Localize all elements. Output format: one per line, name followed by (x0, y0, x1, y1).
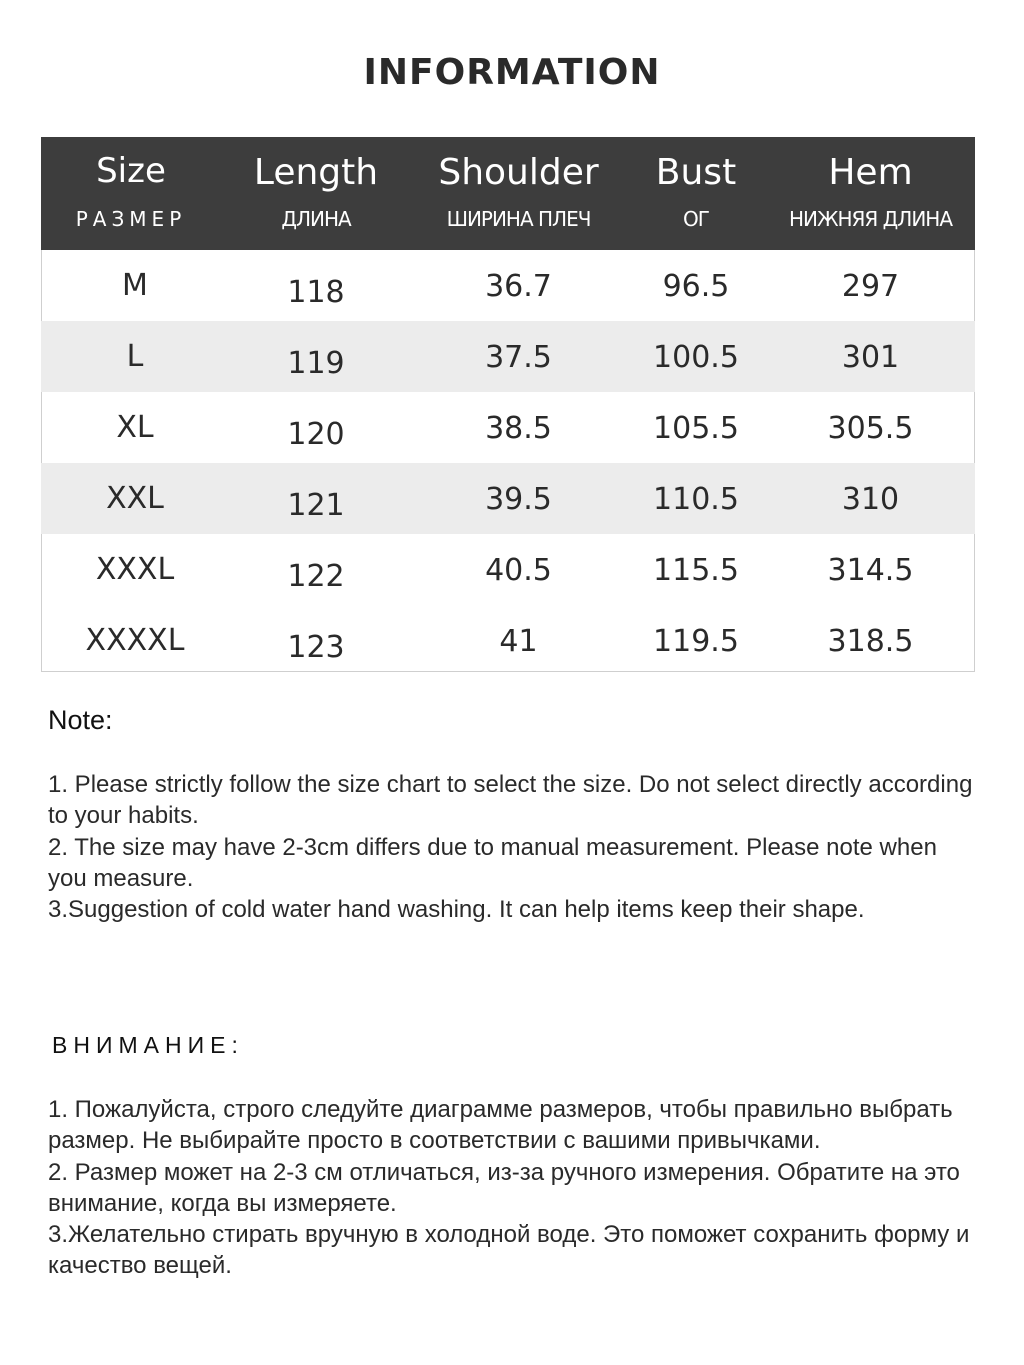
table-header (41, 137, 975, 250)
table-row (41, 321, 975, 392)
cell-size: XXXL (95, 552, 175, 587)
header-label-en: Size (96, 151, 166, 191)
note-item: 3.Suggestion of cold water hand washing. It can help items keep their shape. (48, 896, 865, 924)
cell-hem: 297 (841, 269, 900, 304)
header-label-ru: РАЗМЕР (75, 207, 187, 231)
table-row (41, 463, 975, 534)
cell-hem: 305.5 (827, 411, 914, 446)
header-label-en: Shoulder (438, 152, 599, 193)
note-body (48, 769, 978, 925)
cell-length: 120 (287, 417, 345, 452)
cell-size: XL (116, 410, 154, 445)
cell-bust: 96.5 (662, 269, 730, 304)
header-label-en: Bust (655, 152, 737, 193)
cell-bust: 110.5 (653, 482, 739, 517)
cell-length: 123 (287, 630, 345, 665)
attention-item: 3.Желательно стирать вручную в холодной воде. Это поможет сохранить форму и качество вещей. (48, 1221, 970, 1280)
table-row (41, 605, 975, 676)
header-shoulder (411, 137, 626, 250)
cell-shoulder: 37.5 (485, 340, 552, 375)
cell-size: L (126, 339, 144, 374)
header-length (221, 137, 411, 250)
cell-shoulder: 41 (499, 624, 538, 659)
cell-size: M (122, 268, 148, 303)
attention-item: 1. Пожалуйста, строго следуйте диаграмме размеров, чтобы правильно выбрать размер. Не выбирайте просто в соответствии с вашими привычками. (48, 1096, 953, 1155)
header-size (41, 137, 221, 250)
header-hem (766, 137, 975, 250)
cell-hem: 301 (841, 340, 900, 375)
page-title: INFORMATION (363, 52, 661, 93)
header-label-en: Hem (828, 152, 913, 193)
table-row (41, 250, 975, 321)
header-label-ru: ДЛИНА (281, 207, 351, 231)
note-heading: Note: (48, 705, 113, 735)
header-label-en: Length (253, 152, 379, 193)
cell-hem: 310 (841, 482, 900, 517)
cell-length: 118 (287, 275, 345, 310)
note-item: 1. Please strictly follow the size chart to select the size. Do not select directly according to your habits. (48, 771, 973, 830)
table-row (41, 392, 975, 463)
header-label-ru: НИЖНЯЯ ДЛИНА (788, 207, 953, 231)
cell-shoulder: 38.5 (485, 411, 552, 446)
table-row (41, 534, 975, 605)
cell-size: XXXXL (85, 623, 185, 658)
cell-bust: 105.5 (653, 411, 739, 446)
cell-hem: 314.5 (827, 553, 914, 588)
cell-bust: 100.5 (653, 340, 739, 375)
header-label-ru: ШИРИНА ПЛЕЧ (446, 207, 591, 231)
attention-body (48, 1094, 978, 1282)
cell-length: 119 (287, 346, 345, 381)
cell-bust: 119.5 (653, 624, 739, 659)
cell-shoulder: 36.7 (485, 269, 552, 304)
header-bust (626, 137, 766, 250)
cell-length: 121 (287, 488, 345, 523)
note-item: 2. The size may have 2-3cm differs due to manual measurement. Please note when you measure. (48, 833, 937, 892)
cell-size: XXL (106, 481, 164, 516)
size-chart-table (41, 137, 975, 672)
attention-item: 2. Размер может на 2-3 см отличаться, из-за ручного измерения. Обратите на это внимание, когда вы измеряете. (48, 1158, 960, 1217)
header-label-ru: ОГ (683, 207, 709, 231)
attention-heading: ВНИМАНИЕ: (52, 1032, 244, 1058)
cell-shoulder: 39.5 (485, 482, 552, 517)
cell-length: 122 (287, 559, 345, 594)
cell-bust: 115.5 (653, 553, 739, 588)
cell-hem: 318.5 (827, 624, 914, 659)
cell-shoulder: 40.5 (485, 553, 552, 588)
